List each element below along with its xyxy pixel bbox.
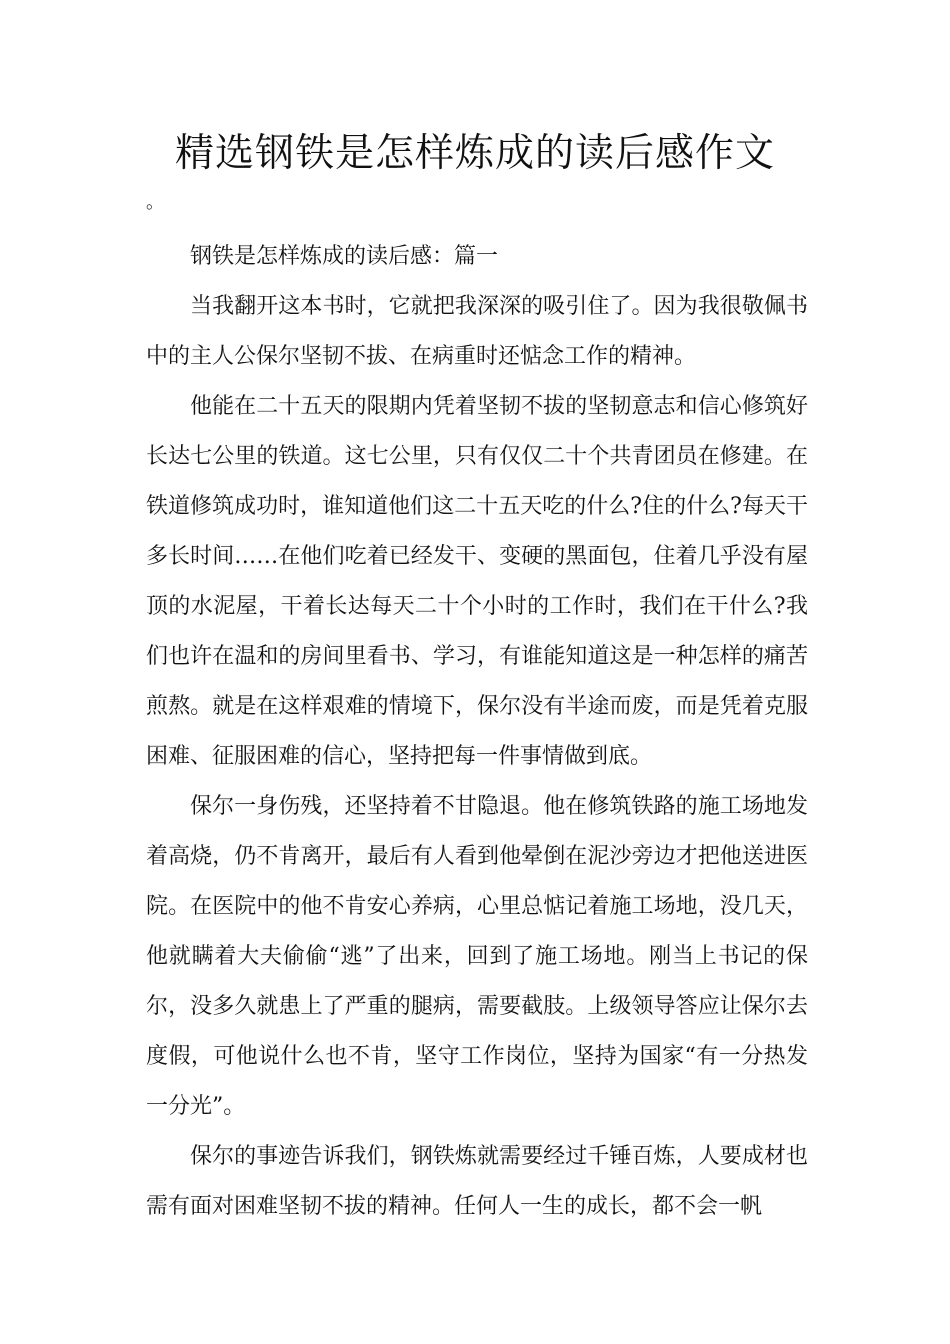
paragraph: 他能在二十五天的限期内凭着坚韧不拔的坚韧意志和信心修筑好长达七公里的铁道。这七公里，只有仅仅二十个共青团员在修建。在铁道修筑成功时，谁知道他们这二十五天吃的什么?住的什么?每天干多长时间……在他们吃着已经发干、变硬的黑面包，住着几乎没有屋顶的水泥屋，干着长达每天二十个小时的工作时，我们在干什么?我们也许在温和的房间里看书、学习，有谁能知道这是一种怎样的痛苦煎熬。就是在这样艰难的情境下，保尔没有半途而废，而是凭着克服困难、征服困难的信心，坚持把每一件事情做到底。 bbox=[146, 394, 808, 769]
paragraph: 保尔的事迹告诉我们，钢铁炼就需要经过千锤百炼，人要成材也需有面对困难坚韧不拔的精神。任何人一生的成长，都不会一帆 bbox=[146, 1144, 808, 1219]
section-heading: 钢铁是怎样炼成的读后感：篇一 bbox=[190, 244, 499, 269]
document-title: 精选钢铁是怎样炼成的读后感作文 bbox=[174, 131, 775, 176]
paragraph: 当我翻开这本书时，它就把我深深的吸引住了。因为我很敬佩书中的主人公保尔坚韧不拔、在病重时还惦念工作的精神。 bbox=[146, 294, 808, 369]
separator-mark: 。 bbox=[146, 192, 164, 213]
paragraph: 保尔一身伤残，还坚持着不甘隐退。他在修筑铁路的施工场地发着高烧，仍不肯离开，最后有人看到他晕倒在泥沙旁边才把他送进医院。在医院中的他不肯安心养病，心里总惦记着施工场地，没几天，他就瞒着大夫偷偷“逃”了出来，回到了施工场地。刚当上书记的保尔，没多久就患上了严重的腿病，需要截肢。上级领导答应让保尔去度假，可他说什么也不肯，坚守工作岗位，坚持为国家“有一分热发一分光”。 bbox=[146, 794, 808, 1119]
document-body bbox=[146, 232, 808, 1232]
